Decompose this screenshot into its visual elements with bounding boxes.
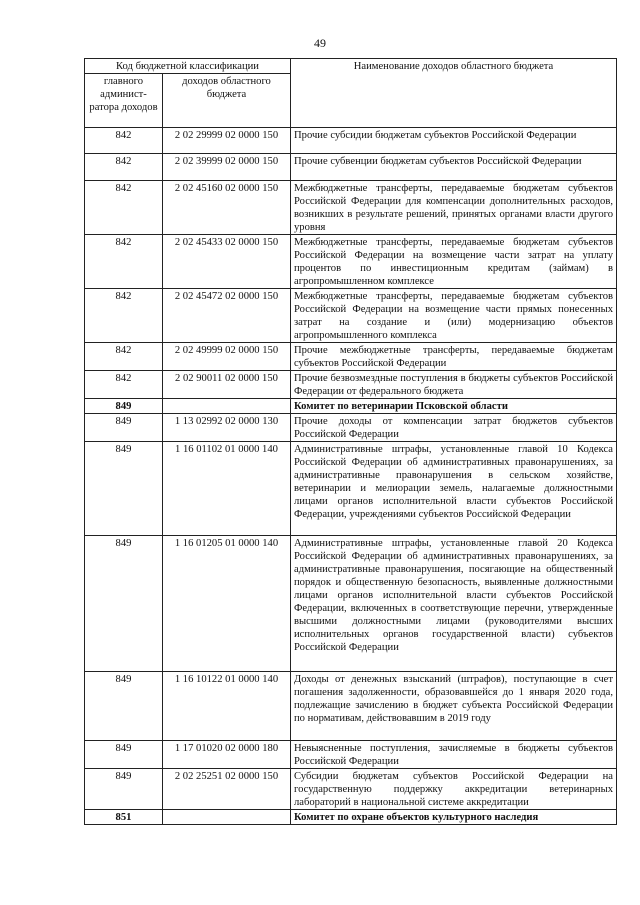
admin-code-cell: 842 bbox=[85, 128, 163, 154]
admin-code-cell: 849 bbox=[85, 741, 163, 769]
budget-classification-table bbox=[84, 58, 617, 825]
income-code-cell: 1 13 02992 02 0000 130 bbox=[163, 414, 291, 442]
admin-code-cell: 849 bbox=[85, 414, 163, 442]
income-code-cell: 2 02 90011 02 0000 150 bbox=[163, 371, 291, 399]
income-code-cell: 1 17 01020 02 0000 180 bbox=[163, 741, 291, 769]
header-classification-group: Код бюджетной классификации bbox=[85, 59, 291, 74]
table-row bbox=[85, 154, 617, 181]
income-code-cell: 2 02 45160 02 0000 150 bbox=[163, 181, 291, 235]
income-name-cell: Межбюджетные трансферты, передаваемые бюджетам субъектов Российской Федерации на возмещение части прямых понесенных затрат на создание и (или) модернизацию объектов агропромышленного комплекса bbox=[291, 289, 617, 343]
income-code-cell: 1 16 01102 01 0000 140 bbox=[163, 442, 291, 536]
income-name-cell: Невыясненные поступления, зачисляемые в бюджеты субъектов Российской Федерации bbox=[291, 741, 617, 769]
income-name-cell: Прочие субсидии бюджетам субъектов Российской Федерации bbox=[291, 128, 617, 154]
table-header bbox=[85, 59, 617, 128]
admin-code-cell: 842 bbox=[85, 343, 163, 371]
admin-code-cell: 849 bbox=[85, 536, 163, 672]
table-row bbox=[85, 672, 617, 741]
income-name-cell: Прочие субвенции бюджетам субъектов Российской Федерации bbox=[291, 154, 617, 181]
admin-code-cell: 849 bbox=[85, 399, 163, 414]
income-code-cell: 2 02 25251 02 0000 150 bbox=[163, 769, 291, 810]
income-name-cell: Комитет по ветеринарии Псковской области bbox=[291, 399, 617, 414]
income-name-cell: Прочие безвозмездные поступления в бюджеты субъектов Российской Федерации от федерального бюджета bbox=[291, 371, 617, 399]
income-code-cell bbox=[163, 810, 291, 825]
agency-row bbox=[85, 810, 617, 825]
income-name-cell: Административные штрафы, установленные главой 20 Кодекса Российской Федерации об административных правонарушениях, за административные правонарушения, посягающие на общественный порядок и общественную безопасность, выявленные должностными лицами органов исполнительной власти субъектов Российской Федерации, включенных в соответствующие перечни, утвержденные высшими должностными лицами (руководителями высших исполнительных органов государственной власти) субъектов Российской Федерации bbox=[291, 536, 617, 672]
income-name-cell: Прочие доходы от компенсации затрат бюджетов субъектов Российской Федерации bbox=[291, 414, 617, 442]
admin-code-cell: 849 bbox=[85, 769, 163, 810]
income-code-cell: 2 02 45472 02 0000 150 bbox=[163, 289, 291, 343]
income-name-cell: Доходы от денежных взысканий (штрафов), поступающие в счет погашения задолженности, образовавшейся до 1 января 2020 года, подлежащие зачислению в бюджет субъекта Российской Федерации по нормативам, действовавшим в 2019 году bbox=[291, 672, 617, 741]
table-row bbox=[85, 442, 617, 536]
table-row bbox=[85, 343, 617, 371]
income-name-cell: Субсидии бюджетам субъектов Российской Федерации на государственную поддержку аккредитации ветеринарных лабораторий в национальной системе аккредитации bbox=[291, 769, 617, 810]
income-code-cell: 2 02 45433 02 0000 150 bbox=[163, 235, 291, 289]
table-body bbox=[85, 128, 617, 825]
table-row bbox=[85, 128, 617, 154]
income-code-cell: 2 02 49999 02 0000 150 bbox=[163, 343, 291, 371]
table-row bbox=[85, 371, 617, 399]
admin-code-cell: 849 bbox=[85, 442, 163, 536]
table-row bbox=[85, 741, 617, 769]
header-admin-column: главного админист-ратора доходов bbox=[85, 74, 163, 128]
table-row bbox=[85, 181, 617, 235]
income-code-cell: 2 02 29999 02 0000 150 bbox=[163, 128, 291, 154]
table-row bbox=[85, 414, 617, 442]
admin-code-cell: 842 bbox=[85, 154, 163, 181]
admin-code-cell: 851 bbox=[85, 810, 163, 825]
income-name-cell: Межбюджетные трансферты, передаваемые бюджетам субъектов Российской Федерации для компенсации дополнительных расходов, возникших в результате решений, принятых органами власти другого уровня bbox=[291, 181, 617, 235]
income-name-cell: Межбюджетные трансферты, передаваемые бюджетам субъектов Российской Федерации на возмещение части затрат на уплату процентов по инвестиционным кредитам (займам) в агропромышленном комплексе bbox=[291, 235, 617, 289]
table-row bbox=[85, 536, 617, 672]
admin-code-cell: 842 bbox=[85, 371, 163, 399]
table-row bbox=[85, 769, 617, 810]
page-number: 49 bbox=[314, 36, 326, 50]
admin-code-cell: 842 bbox=[85, 235, 163, 289]
income-code-cell bbox=[163, 399, 291, 414]
admin-code-cell: 849 bbox=[85, 672, 163, 741]
admin-code-cell: 842 bbox=[85, 289, 163, 343]
income-code-cell: 2 02 39999 02 0000 150 bbox=[163, 154, 291, 181]
table-row bbox=[85, 235, 617, 289]
income-name-cell: Прочие межбюджетные трансферты, передаваемые бюджетам субъектов Российской Федерации bbox=[291, 343, 617, 371]
agency-row bbox=[85, 399, 617, 414]
table-row bbox=[85, 289, 617, 343]
header-income-name: Наименование доходов областного бюджета bbox=[291, 59, 617, 128]
income-code-cell: 1 16 10122 01 0000 140 bbox=[163, 672, 291, 741]
income-code-cell: 1 16 01205 01 0000 140 bbox=[163, 536, 291, 672]
income-name-cell: Административные штрафы, установленные главой 10 Кодекса Российской Федерации об административных правонарушениях, за административные правонарушения в сельском хозяйстве, ветеринарии и мелиорации земель, налагаемые должностными лицами органов исполнительной власти субъектов Российской Федерации, учреждениями субъектов Российской Федерации bbox=[291, 442, 617, 536]
admin-code-cell: 842 bbox=[85, 181, 163, 235]
income-name-cell: Комитет по охране объектов культурного наследия bbox=[291, 810, 617, 825]
header-code-column: доходов областного бюджета bbox=[163, 74, 291, 128]
